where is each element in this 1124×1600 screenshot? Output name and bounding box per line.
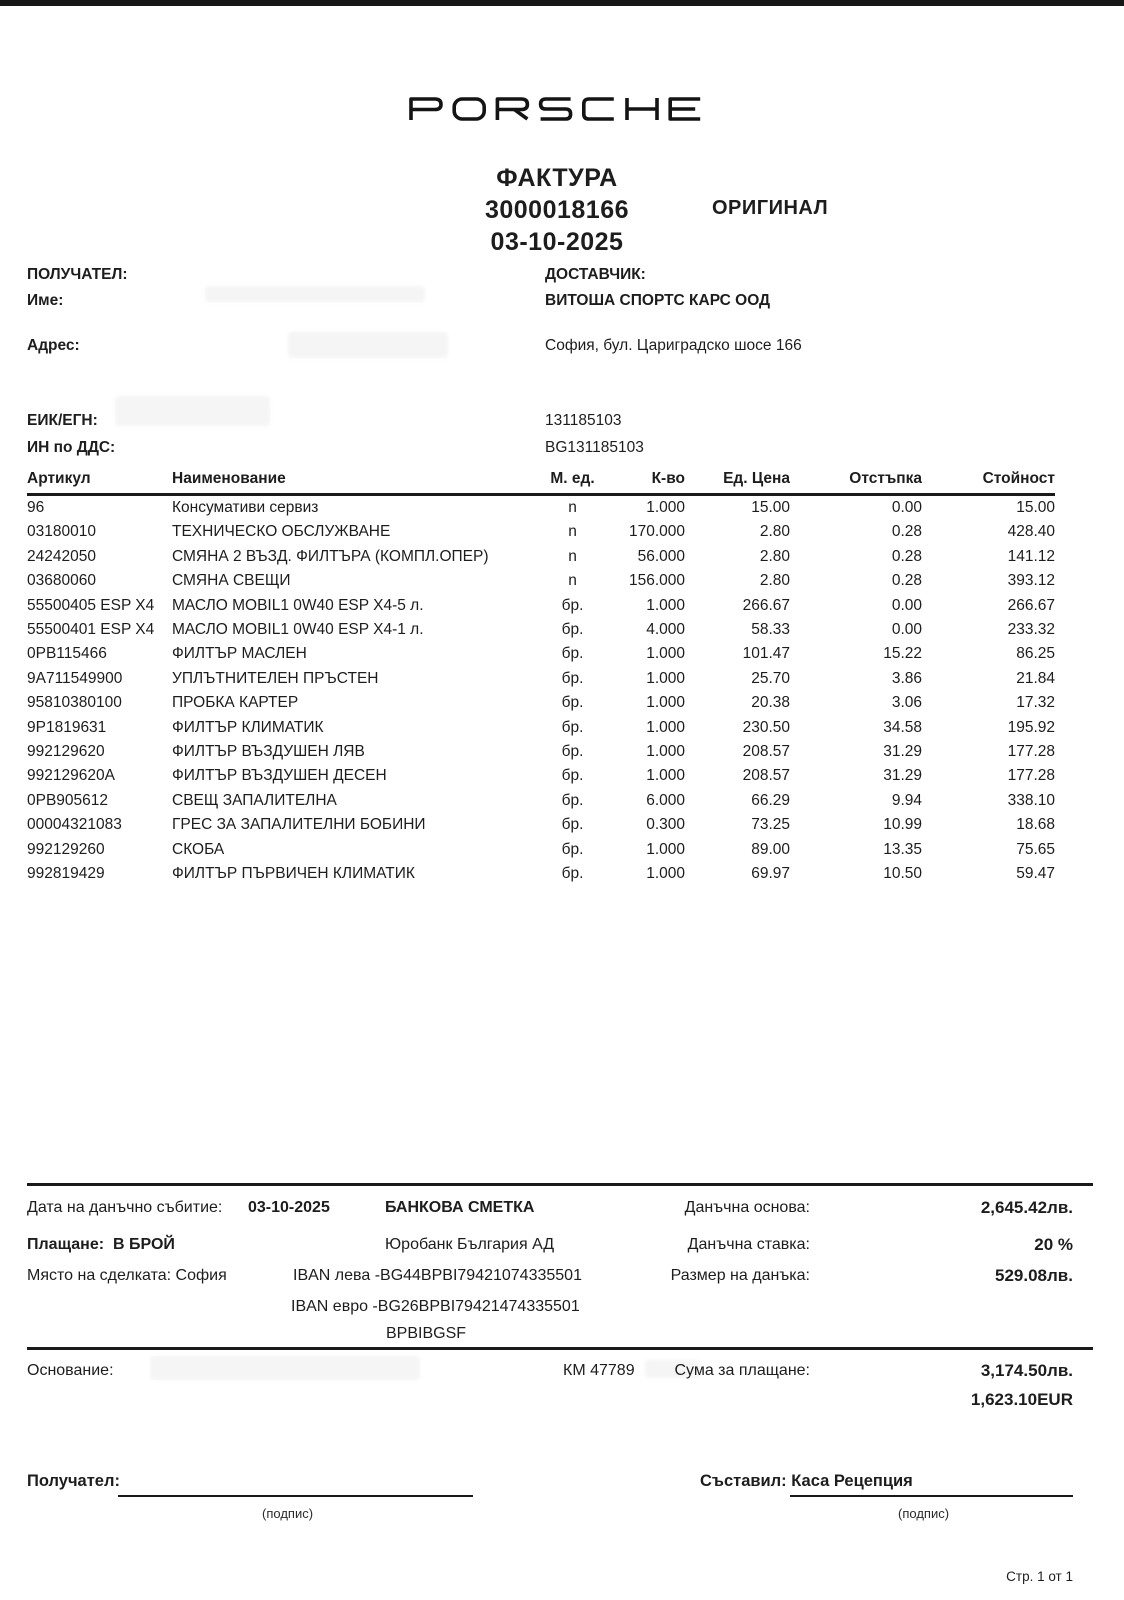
col-description: Наименование [172,470,545,495]
item-cell: 15.00 [1016,499,1055,516]
bic-code: BPBIBGSF [386,1325,467,1342]
item-cell: ФИЛТЪР ВЪЗДУШЕН ЛЯВ [172,743,365,761]
item-cell: 1.000 [646,840,685,858]
item-cell: 89.00 [751,840,790,858]
composed-by-value: Каса Рецепция [791,1472,913,1490]
redacted-recipient-name [205,286,425,302]
item-cell: 10.99 [883,816,922,834]
item-cell: 195.92 [1007,718,1055,736]
item-cell: 177.28 [1007,767,1055,785]
supplier-eik: 131185103 [545,412,622,429]
item-cell: 0.00 [891,596,922,614]
item-row [27,838,1055,862]
bank-account-title: БАНКОВА СМЕТКА [385,1199,535,1216]
item-cell: 1.000 [646,865,685,883]
item-cell: бр. [561,767,584,785]
recipient-title: ПОЛУЧАТЕЛ: [27,266,128,283]
item-cell: 0.00 [891,499,922,516]
item-cell: 3.86 [891,669,922,687]
item-cell: 230.50 [742,718,790,736]
place-of-deal: Място на сделката: София [27,1267,227,1284]
iban-eur-row [291,1298,580,1316]
porsche-wordmark-icon [408,97,704,121]
item-cell: 992129260 [27,840,105,858]
item-cell: бр. [561,816,584,834]
items-table [27,470,1055,887]
item-row [27,667,1055,691]
item-cell: 20.38 [751,694,790,712]
signature-recipient-caption: (подпис) [262,1506,314,1521]
item-cell: бр. [561,840,584,858]
doc-type-title: ФАКТУРА [496,164,618,192]
item-cell: ФИЛТЪР КЛИМАТИК [172,718,324,736]
total-bgn-value: 3,174.50лв. [980,1361,1073,1380]
item-cell: СКОБА [172,840,225,858]
item-cell: 75.65 [1016,840,1055,858]
item-cell: 0.00 [891,621,922,639]
item-cell: 428.40 [1007,523,1055,541]
item-cell: 56.000 [637,547,685,565]
iban-bgn-row [293,1267,582,1285]
item-cell: 31.29 [883,743,922,761]
item-cell: ПРОБКА КАРТЕР [172,694,299,712]
item-cell: n [568,572,577,590]
item-cell: 24242050 [27,547,96,565]
recipient-vat-label: ИН по ДДС: [27,439,116,456]
item-cell: бр. [561,645,584,663]
payment-value: В БРОЙ [113,1236,175,1253]
grounds-ref: КМ 47789 [563,1362,635,1379]
item-row [27,789,1055,813]
porsche-logo [408,97,704,121]
item-cell: 66.29 [751,791,790,809]
item-cell: МАСЛО MOBIL1 0W40 ESP X4-5 л. [172,596,424,614]
item-cell: 00004321083 [27,816,122,834]
item-cell: бр. [561,791,584,809]
items-header-row [27,470,1055,495]
signature-recipient-label: Получател: [27,1472,120,1490]
item-cell: 0.28 [891,523,922,541]
item-cell: 95810380100 [27,694,122,712]
item-cell: 9.94 [891,791,922,809]
col-quantity: К-во [600,470,685,495]
redacted-recipient-eik [115,396,270,426]
composed-by-label: Съставил: [700,1472,787,1490]
item-cell: Консумативи сервиз [172,499,319,516]
item-cell: 13.35 [883,840,922,858]
item-cell: 208.57 [742,743,790,761]
item-cell: СМЯНА СВЕЩИ [172,572,291,590]
item-cell: 2.80 [759,572,790,590]
item-cell: n [568,547,577,565]
item-cell: 03180010 [27,523,96,541]
item-cell: 58.33 [751,621,790,639]
footer-divider-bottom [27,1347,1093,1350]
item-cell: 25.70 [751,669,790,687]
item-row [27,764,1055,788]
item-cell: 0PB115466 [27,645,107,663]
item-cell: 55500405 ESP X4 [27,596,155,614]
redacted-recipient-address [288,332,448,358]
item-row [27,691,1055,715]
col-unit: М. ед. [545,470,600,495]
item-cell: МАСЛО MOBIL1 0W40 ESP X4-1 л. [172,621,424,639]
payment-label: Плащане: [27,1236,105,1253]
item-cell: бр. [561,596,584,614]
original-label: ОРИГИНАЛ [712,197,829,219]
tax-amount-label: Размер на данъка: [670,1267,810,1284]
item-cell: 170.000 [628,523,685,541]
item-cell: 156.000 [628,572,685,590]
col-discount: Отстъпка [790,470,922,495]
item-cell: 18.68 [1016,816,1055,834]
tax-base-value: 2,645.42лв. [980,1198,1073,1217]
item-cell: 266.67 [1007,596,1055,614]
tax-event-date-label: Дата на данъчно събитие: [27,1199,223,1216]
tax-rate-label: Данъчна ставка: [687,1236,810,1253]
signature-composer-row [700,1472,913,1491]
recipient-eik-label: ЕИК/ЕГН: [27,412,98,429]
item-row [27,594,1055,618]
col-article: Артикул [27,470,172,495]
item-cell: 177.28 [1007,743,1055,761]
item-cell: 992819429 [27,865,105,883]
item-cell: 992129620 [27,743,105,761]
recipient-address-label: Адрес: [27,337,80,354]
iban-eur-label: IBAN евро - [291,1298,378,1315]
item-cell: 1.000 [646,645,685,663]
items-body [27,495,1055,887]
invoice-date: 03-10-2025 [490,228,624,256]
item-cell: 15.00 [751,499,790,516]
item-cell: 34.58 [883,718,922,736]
item-row [27,618,1055,642]
item-cell: 0.28 [891,547,922,565]
item-row [27,862,1055,886]
item-cell: 338.10 [1007,791,1055,809]
recipient-name-label: Име: [27,292,64,309]
item-cell: 1.000 [646,767,685,785]
item-cell: 03680060 [27,572,96,590]
item-cell: 1.000 [646,596,685,614]
col-unit-price: Ед. Цена [685,470,790,495]
item-cell: 69.97 [751,865,790,883]
col-amount: Стойност [922,470,1055,495]
item-cell: 2.80 [759,547,790,565]
item-row [27,716,1055,740]
supplier-name: ВИТОША СПОРТС КАРС ООД [545,292,771,309]
signature-composer-caption: (подпис) [898,1506,950,1521]
item-row [27,495,1055,521]
item-cell: 101.47 [742,645,790,663]
iban-bgn-label: IBAN лева - [293,1267,381,1284]
item-cell: 55500401 ESP X4 [27,621,155,639]
bank-name: Юробанк България АД [385,1236,555,1253]
item-cell: 4.000 [646,621,685,639]
item-cell: бр. [561,694,584,712]
item-row [27,642,1055,666]
scan-edge-artifact [0,0,1124,6]
supplier-title: ДОСТАВЧИК: [545,266,646,283]
item-cell: УПЛЪТНИТЕЛЕН ПРЪСТЕН [172,669,379,687]
page-number: Стр. 1 от 1 [1006,1569,1073,1584]
item-cell: бр. [561,621,584,639]
footer-divider-top [27,1183,1093,1186]
item-cell: бр. [561,865,584,883]
item-cell: бр. [561,718,584,736]
item-cell: 9P1819631 [27,718,107,736]
tax-amount-value: 529.08лв. [995,1266,1073,1285]
item-cell: ФИЛТЪР ВЪЗДУШЕН ДЕСЕН [172,767,387,785]
iban-eur-value: BG26BPBI79421474335501 [377,1298,580,1315]
item-cell: 992129620A [27,767,115,785]
total-eur-value: 1,623.10EUR [970,1390,1073,1409]
item-cell: 141.12 [1007,547,1055,565]
item-cell: ФИЛТЪР ПЪРВИЧЕН КЛИМАТИК [172,865,415,883]
item-cell: 9A711549900 [27,669,123,687]
item-cell: 96 [27,499,45,516]
item-cell: ФИЛТЪР МАСЛЕН [172,645,307,663]
redacted-grounds [150,1356,420,1380]
item-row [27,545,1055,569]
item-cell: n [568,499,577,516]
signature-recipient-line [118,1495,473,1497]
item-cell: 17.32 [1016,694,1055,712]
item-cell: 208.57 [742,767,790,785]
item-row [27,740,1055,764]
supplier-address: София, бул. Цариградско шосе 166 [545,337,802,354]
item-cell: СВЕЩ ЗАПАЛИТЕЛНА [172,791,337,809]
item-cell: 0PB905612 [27,791,109,809]
item-cell: 1.000 [646,718,685,736]
item-cell: бр. [561,743,584,761]
item-cell: 15.22 [883,645,922,663]
item-row [27,569,1055,593]
item-cell: 3.06 [891,694,922,712]
item-cell: 1.000 [646,499,685,516]
item-cell: 6.000 [646,791,685,809]
iban-bgn-value: BG44BPBI79421074335501 [380,1267,582,1284]
item-cell: 2.80 [759,523,790,541]
tax-event-date-value: 03-10-2025 [248,1199,330,1216]
item-cell: 0.300 [646,816,685,834]
item-cell: 31.29 [883,767,922,785]
item-cell: 73.25 [751,816,790,834]
item-cell: n [568,523,577,541]
item-cell: 1.000 [646,694,685,712]
tax-base-label: Данъчна основа: [684,1199,810,1216]
signature-composer-line [790,1495,1073,1497]
item-cell: 393.12 [1007,572,1055,590]
item-cell: 59.47 [1016,865,1055,883]
item-cell: 1.000 [646,743,685,761]
item-row [27,813,1055,837]
item-cell: СМЯНА 2 ВЪЗД. ФИЛТЪРА (КОМПЛ.ОПЕР) [172,547,489,565]
invoice-number: 3000018166 [484,196,630,224]
total-label: Сума за плащане: [674,1362,810,1379]
item-cell: 86.25 [1016,645,1055,663]
item-cell: 0.28 [891,572,922,590]
item-row [27,520,1055,544]
item-cell: 21.84 [1016,669,1055,687]
item-cell: 266.67 [742,596,790,614]
item-cell: 1.000 [646,669,685,687]
item-cell: 10.50 [883,865,922,883]
supplier-vat: BG131185103 [545,439,644,456]
item-cell: бр. [561,669,584,687]
grounds-label: Основание: [27,1362,114,1379]
item-cell: 233.32 [1007,621,1055,639]
item-cell: ТЕХНИЧЕСКО ОБСЛУЖВАНЕ [172,523,391,541]
tax-rate-value: 20 % [1034,1235,1073,1254]
item-cell: ГРЕС ЗА ЗАПАЛИТЕЛНИ БОБИНИ [172,816,426,834]
